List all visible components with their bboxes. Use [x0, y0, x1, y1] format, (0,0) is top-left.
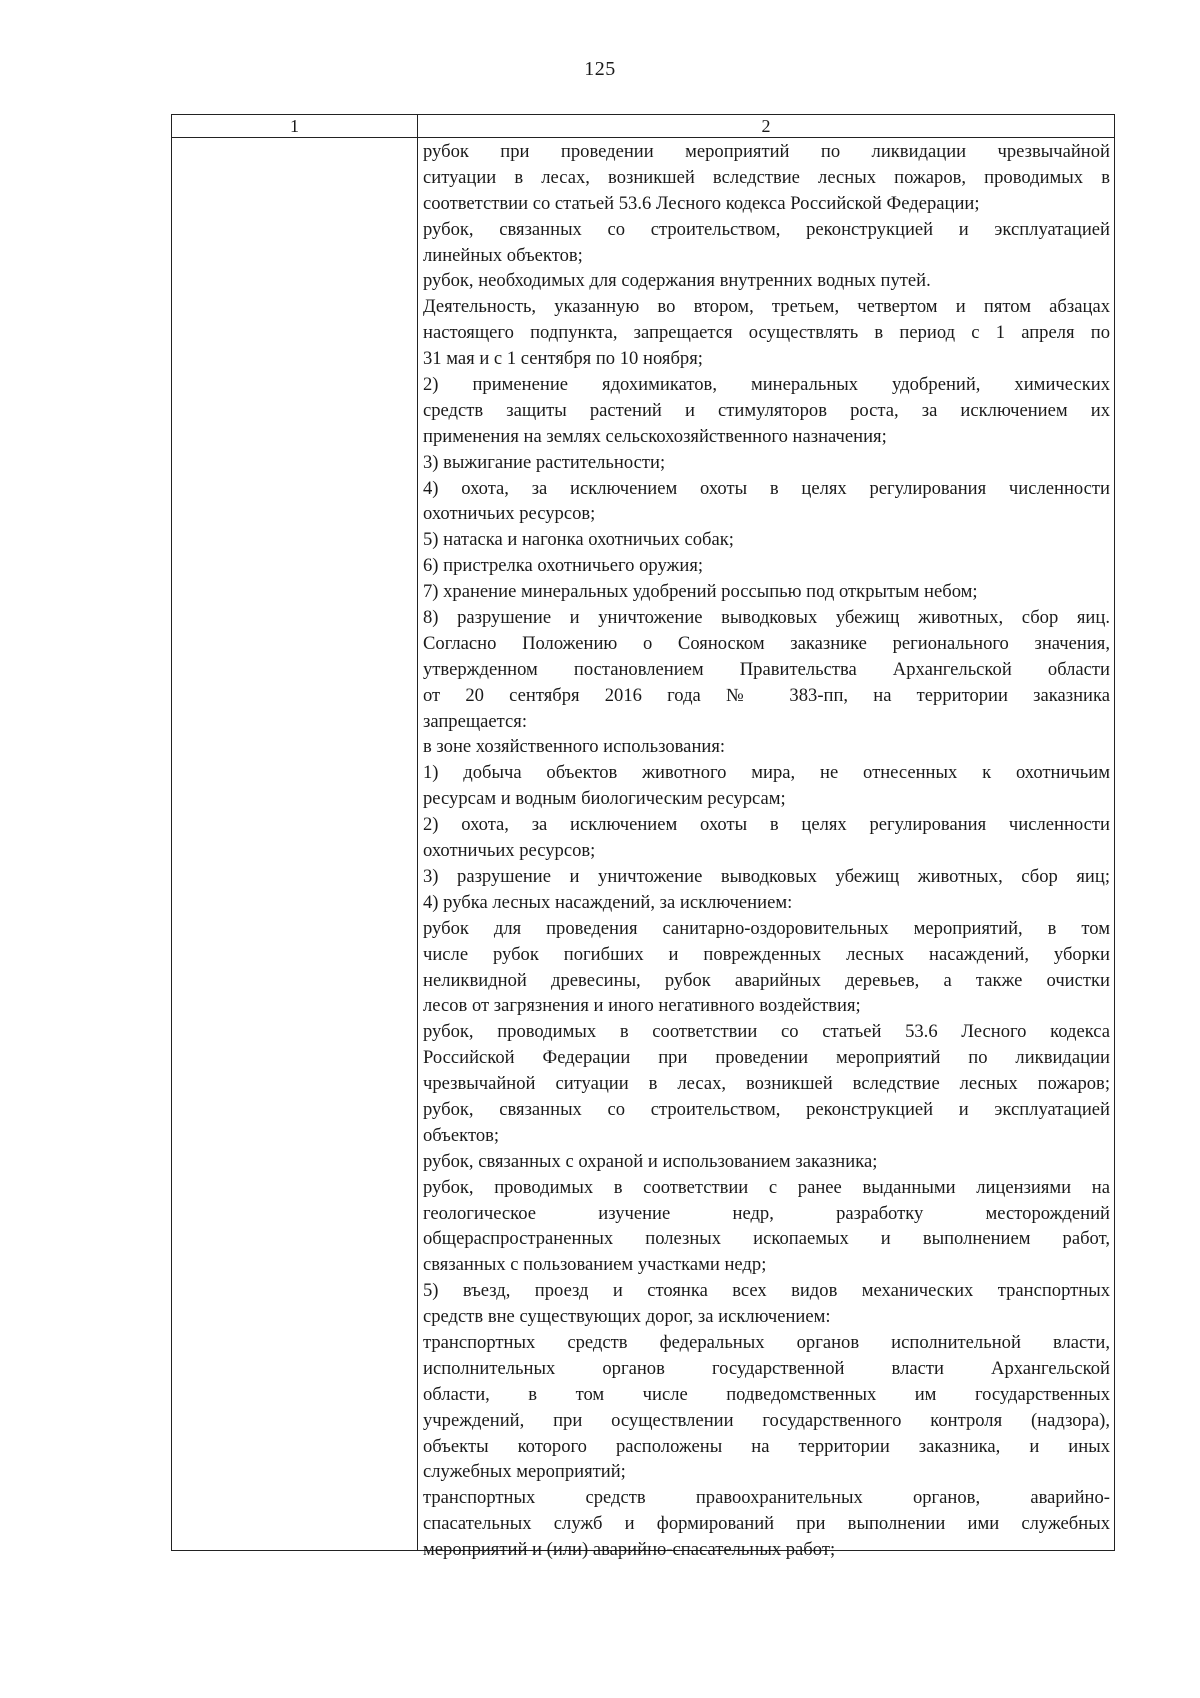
text-line: 3) разрушение и уничтожение выводковых убежищ животных, сбор яиц;: [423, 865, 1110, 887]
text-line: области, в том числе подведомственных им государственных: [423, 1383, 1110, 1405]
text-line: неликвидной древесины, рубок аварийных деревьев, а также очистки: [423, 969, 1110, 991]
text-line: транспортных средств федеральных органов исполнительной власти,: [423, 1331, 1110, 1353]
text-line: запрещается:: [423, 710, 527, 732]
table-header-row: [172, 115, 1114, 138]
text-line: связанных с пользованием участками недр;: [423, 1254, 767, 1276]
text-line: 4) охота, за исключением охоты в целях регулирования численности: [423, 477, 1110, 499]
text-line: спасательных служб и формирований при выполнении ими служебных: [423, 1513, 1110, 1535]
document-table: [171, 114, 1115, 1561]
text-line: 31 мая и с 1 сентября по 10 ноября;: [423, 348, 703, 370]
text-line: чрезвычайной ситуации в лесах, возникшей вследствие лесных пожаров;: [423, 1073, 1110, 1095]
text-line: Российской Федерации при проведении мероприятий по ликвидации: [423, 1047, 1110, 1069]
text-line: Деятельность, указанную во втором, третьем, четвертом и пятом абзацах: [423, 296, 1110, 318]
text-line: от 20 сентября 2016 года № 383-пп, на территории заказника: [423, 684, 1110, 706]
text-line: объектов;: [423, 1124, 500, 1146]
text-line: ресурсам и водным биологическим ресурсам;: [423, 788, 786, 810]
text-line: Согласно Положению о Сояноском заказнике регионального значения,: [423, 632, 1110, 654]
text-line: 4) рубка лесных насаждений, за исключением:: [423, 891, 793, 913]
text-line: лесов от загрязнения и иного негативного воздействия;: [423, 995, 861, 1017]
text-line: рубок для проведения санитарно-оздоровительных мероприятий, в том: [423, 917, 1110, 939]
text-line: геологическое изучение недр, разработку месторождений: [423, 1202, 1110, 1224]
column-1-header: 1: [290, 116, 299, 136]
text-line: рубок, необходимых для содержания внутренних водных путей.: [423, 270, 931, 292]
text-line: применения на землях сельскохозяйственного назначения;: [423, 425, 887, 447]
text-line: линейных объектов;: [423, 244, 583, 266]
text-line: охотничьих ресурсов;: [423, 503, 596, 525]
text-line: служебных мероприятий;: [423, 1461, 626, 1483]
text-line: учреждений, при осуществлении государственного контроля (надзора),: [423, 1409, 1110, 1431]
text-line: рубок при проведении мероприятий по ликвидации чрезвычайной: [423, 141, 1110, 162]
text-line: объекты которого расположены на территории заказника, и иных: [423, 1435, 1110, 1457]
text-line: средств защиты растений и стимуляторов роста, за исключением их: [423, 399, 1110, 421]
text-line: числе рубок погибших и поврежденных лесных насаждений, уборки: [423, 943, 1110, 965]
text-line: транспортных средств правоохранительных органов, аварийно-: [423, 1487, 1110, 1509]
text-line: 2) охота, за исключением охоты в целях регулирования численности: [423, 814, 1110, 836]
text-line: рубок, проводимых в соответствии со статьей 53.6 Лесного кодекса: [423, 1021, 1110, 1043]
text-line: рубок, проводимых в соответствии с ранее выданными лицензиями на: [423, 1176, 1110, 1198]
column-2-header: 2: [761, 116, 771, 136]
text-line: 2) применение ядохимикатов, минеральных удобрений, химических: [423, 374, 1110, 396]
text-line: общераспространенных полезных ископаемых и выполнением работ,: [423, 1228, 1110, 1250]
text-line: исполнительных органов государственной власти Архангельской: [423, 1357, 1110, 1379]
text-line: 7) хранение минеральных удобрений россыпью под открытым небом;: [423, 581, 978, 603]
text-line: настоящего подпункта, запрещается осуществлять в период с 1 апреля по: [423, 322, 1110, 344]
page-number: 125: [584, 58, 616, 80]
text-line: мероприятий и (или) аварийно-спасательных работ;: [423, 1539, 836, 1561]
text-line: рубок, связанных со строительством, реконструкцией и эксплуатацией: [423, 218, 1110, 240]
text-line: 5) натаска и нагонка охотничьих собак;: [423, 529, 734, 551]
text-line: 5) въезд, проезд и стоянка всех видов механических транспортных: [423, 1280, 1110, 1302]
text-line: ситуации в лесах, возникшей вследствие лесных пожаров, проводимых в: [423, 166, 1110, 188]
text-line: рубок, связанных со строительством, реконструкцией и эксплуатацией: [423, 1098, 1110, 1120]
text-line: в зоне хозяйственного использования:: [423, 736, 726, 758]
text-line: средств вне существующих дорог, за исключением:: [423, 1306, 831, 1328]
text-line: утвержденном постановлением Правительства Архангельской области: [423, 658, 1110, 680]
column-divider: [417, 115, 418, 1550]
text-line: охотничьих ресурсов;: [423, 840, 596, 862]
text-line: 8) разрушение и уничтожение выводковых убежищ животных, сбор яиц.: [423, 607, 1110, 629]
text-line: рубок, связанных с охраной и использованием заказника;: [423, 1150, 878, 1172]
text-line: 3) выжигание растительности;: [423, 451, 666, 473]
text-line: 1) добыча объектов животного мира, не отнесенных к охотничьим: [423, 762, 1110, 784]
text-line: 6) пристрелка охотничьего оружия;: [423, 555, 704, 577]
text-line: соответствии со статьей 53.6 Лесного кодекса Российской Федерации;: [423, 192, 980, 214]
column-2-cell: [423, 139, 1110, 1563]
